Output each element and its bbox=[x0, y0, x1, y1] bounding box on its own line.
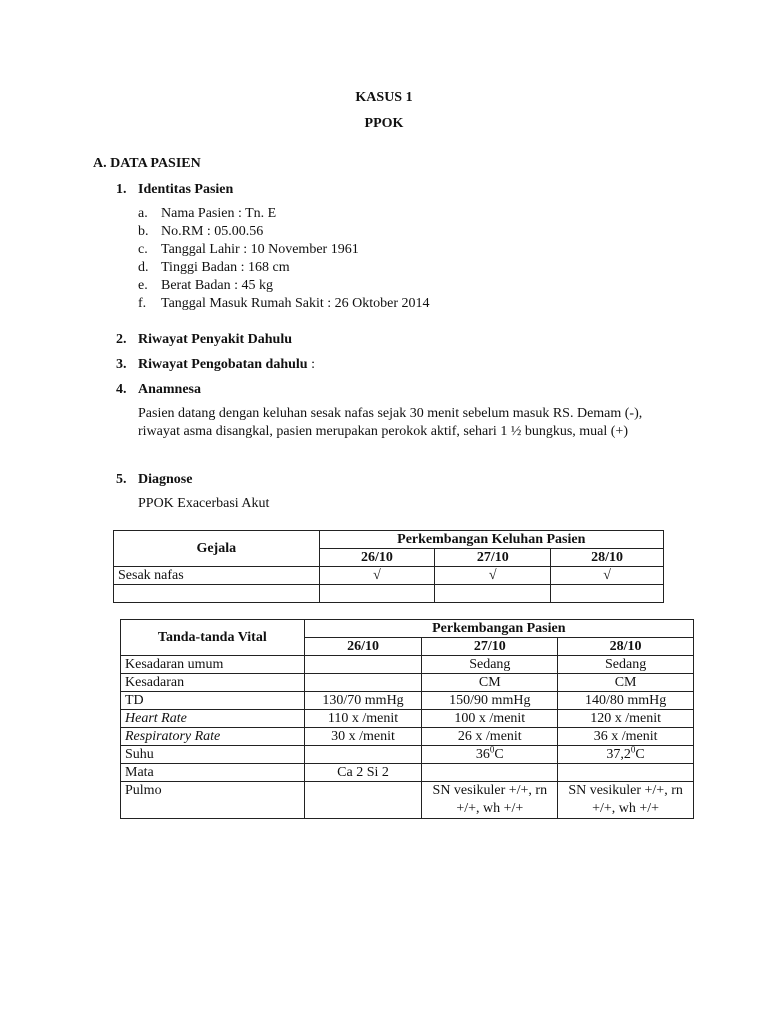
table-row: Kesadaran CM CM bbox=[121, 674, 694, 692]
item-5-label: Diagnose bbox=[138, 472, 193, 487]
item-4-number: 4. bbox=[116, 382, 127, 397]
check-mark: √ bbox=[435, 567, 551, 585]
item-1-number: 1. bbox=[116, 182, 127, 197]
keluhan-table bbox=[113, 530, 664, 603]
diagnose-text: PPOK Exacerbasi Akut bbox=[138, 496, 270, 511]
table-row: Respiratory Rate 30 x /menit 26 x /menit 36 x /menit bbox=[121, 728, 694, 746]
table-row: Kesadaran umum Sedang Sedang bbox=[121, 656, 694, 674]
section-a-heading: A. DATA PASIEN bbox=[93, 156, 201, 171]
table-row: Mata Ca 2 Si 2 bbox=[121, 764, 694, 782]
table-row: Sesak nafas √ √ √ bbox=[114, 567, 664, 585]
vital-header: Tanda-tanda Vital bbox=[121, 620, 305, 656]
date-header: 26/10 bbox=[304, 638, 422, 656]
date-header: 27/10 bbox=[435, 549, 551, 567]
date-header: 28/10 bbox=[558, 638, 694, 656]
table-row: Heart Rate 110 x /menit 100 x /menit 120 x /menit bbox=[121, 710, 694, 728]
temperature-cell: 37,2$^0$C bbox=[558, 746, 694, 764]
gejala-header: Gejala bbox=[114, 531, 320, 567]
item-3-label: Riwayat Pengobatan dahulu : bbox=[138, 357, 315, 372]
item-5-number: 5. bbox=[116, 472, 127, 487]
check-mark: √ bbox=[551, 567, 664, 585]
item-2-number: 2. bbox=[116, 332, 127, 347]
case-subtitle: PPOK bbox=[364, 116, 404, 131]
temperature-cell: $36^0C$ bbox=[422, 746, 558, 764]
vital-group-header: Perkembangan Pasien bbox=[304, 620, 693, 638]
date-header: 28/10 bbox=[551, 549, 664, 567]
date-header: 26/10 bbox=[319, 549, 435, 567]
anamnesa-text: Pasien datang dengan keluhan sesak nafas sejak 30 menit sebelum masuk RS. Demam (-), riwayat asma disangkal, pasien merupakan perokok aktif, sehari 1 ½ bungkus, mual (+) bbox=[138, 406, 643, 439]
case-title: KASUS 1 bbox=[355, 90, 413, 105]
keluhan-group-header: Perkembangan Keluhan Pasien bbox=[319, 531, 663, 549]
date-header: 27/10 bbox=[422, 638, 558, 656]
item-3-number: 3. bbox=[116, 357, 127, 372]
table-row: Pulmo SN vesikuler +/+, rn +/+, wh +/+ SN vesikuler +/+, rn +/+, wh +/+ bbox=[121, 782, 694, 819]
table-row: TD 130/70 mmHg 150/90 mmHg 140/80 mmHg bbox=[121, 692, 694, 710]
document-page: KASUS 1 PPOK A. DATA PASIEN 1. Identitas Pasien a. Nama Pasien : Tn. E b. No.RM : 05.00.56 c. Tanggal Lahir : 10 November 1961 d. Tinggi Badan : 168 cm e. Berat Badan : 45 kg f. Tanggal Masuk Rumah Sakit : 26 Oktober 2014 2. Riwayat Penyakit Dahulu 3. Riwayat Pengobatan dahulu : 4. Anamnesa Pasien datang dengan keluhan sesak nafas sejak 30 menit sebelum masuk RS. Demam (-), riwayat asma disangkal, pasien merupakan perokok aktif, sehari 1 ½ bungkus, mual (+) 5. Diagnose PPOK Exacerbasi Akut Gejala Perkembangan Keluhan Pasien 26/10 27/10 28/10 Sesak nafas √ √ √ Tanda-tanda Vital Perkembangan Pasien 26/10 27/10 28/10 Kesadaran umum Sedang Sedang Kesadaran CM CM TD 130/70 mmHg 150/90 mmHg 140/80 mmHg Heart Rate 110 x /menit 100 x /menit 120 x /menit Respiratory Rate 30 x /menit 26 x /menit 36 x /menit Suhu $36^0C$ 37,2$^0$C Mata Ca 2 Si 2 Pulmo SN vesikuler +/+, rn +/+, wh +/+ SN vesikuler +/+, rn +/+, wh +/+ bbox=[0, 0, 768, 1024]
item-4-label: Anamnesa bbox=[138, 382, 202, 397]
check-mark: √ bbox=[319, 567, 435, 585]
vital-signs-table bbox=[120, 619, 694, 819]
table-row bbox=[114, 585, 664, 603]
item-2-label: Riwayat Penyakit Dahulu bbox=[138, 332, 293, 347]
table-row: Suhu $36^0C$ 37,2$^0$C bbox=[121, 746, 694, 764]
item-1-label: Identitas Pasien bbox=[138, 182, 234, 197]
